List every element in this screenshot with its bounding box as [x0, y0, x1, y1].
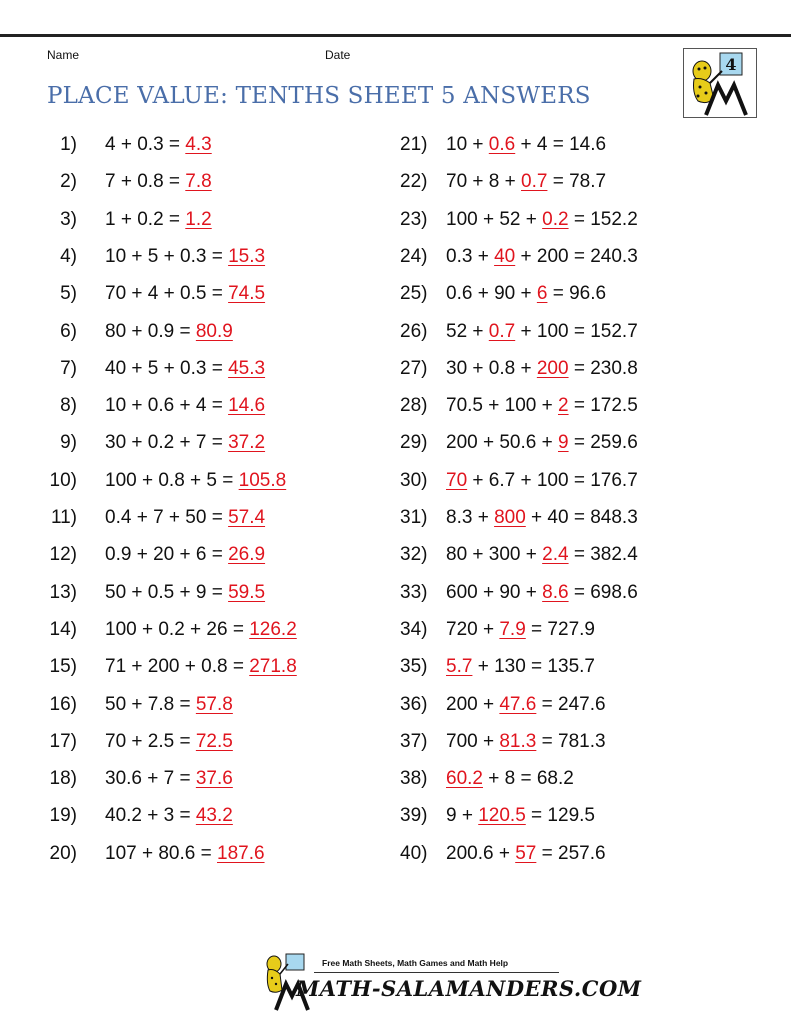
problem-row — [0, 167, 212, 197]
equation-text: = 129.5 — [525, 805, 595, 827]
page-title: PLACE VALUE: TENTHS SHEET 5 ANSWERS — [47, 83, 591, 109]
problem-equation — [105, 205, 212, 235]
problem-row — [400, 839, 606, 869]
footer-brand: MATH-SALAMANDERS.COM — [296, 976, 642, 1001]
problem-number: 14) — [49, 618, 77, 640]
equation-text: 30 + 0.2 + 7 = — [105, 432, 229, 454]
problem-equation — [105, 354, 265, 384]
problem-number: 25) — [400, 283, 428, 305]
problem-number: 40) — [400, 842, 428, 864]
problem-row — [0, 205, 212, 235]
problem-number: 16) — [49, 693, 77, 715]
problem-row — [0, 354, 265, 384]
problem-row — [400, 727, 606, 757]
problem-equation — [446, 503, 638, 533]
equation-text: + 40 = 848.3 — [525, 507, 638, 528]
equation-text: 100 + 0.8 + 5 = — [105, 469, 239, 491]
equation-text: + 8 = 68.2 — [482, 768, 574, 790]
footer — [262, 950, 642, 1012]
equation-text: 100 + 0.2 + 26 = — [105, 618, 250, 640]
equation-text: 200 + 50.6 + — [446, 432, 558, 454]
equation-text: = 78.7 — [547, 171, 607, 193]
answer-value: 7.8 — [185, 171, 212, 193]
problem-equation — [446, 540, 638, 570]
problem-equation — [105, 578, 265, 608]
equation-text: 0.9 + 20 + 6 = — [105, 544, 229, 566]
problem-row — [0, 727, 233, 757]
problem-row — [400, 578, 638, 608]
problem-row — [0, 503, 265, 533]
problem-equation — [446, 354, 638, 384]
equation-text: 30 + 0.8 + — [446, 357, 537, 379]
problem-equation — [446, 578, 638, 608]
problem-number: 33) — [400, 581, 428, 603]
problem-equation — [105, 279, 265, 309]
grade-badge — [683, 48, 757, 118]
problem-number: 12) — [49, 544, 77, 566]
problem-equation — [446, 428, 638, 458]
equation-text: 80 + 0.9 = — [105, 320, 196, 342]
answer-value: 74.5 — [228, 283, 266, 305]
answer-value: 2.4 — [542, 544, 569, 566]
answer-value: 7.9 — [499, 618, 526, 640]
equation-text: 100 + 52 + — [446, 208, 543, 230]
problem-row — [400, 205, 638, 235]
equation-text: 50 + 7.8 = — [105, 693, 196, 715]
problem-number: 17) — [49, 730, 77, 752]
problem-equation — [105, 242, 265, 272]
answer-value: 120.5 — [478, 805, 526, 827]
problem-row — [400, 652, 595, 682]
problem-number: 13) — [49, 581, 77, 603]
equation-text: + 6.7 + 100 = 176.7 — [467, 469, 638, 491]
equation-text: 10 + 0.6 + 4 = — [105, 395, 229, 417]
equation-text: 600 + 90 + — [446, 581, 543, 603]
problem-equation — [105, 317, 233, 347]
answer-value: 4.3 — [185, 134, 212, 155]
problem-equation — [105, 801, 233, 831]
problem-row — [400, 167, 606, 197]
problem-number: 8) — [60, 395, 77, 417]
equation-text: + 100 = 152.7 — [515, 320, 638, 342]
problem-equation — [105, 764, 233, 794]
problem-number: 4) — [60, 245, 77, 267]
problem-equation — [105, 652, 297, 682]
problem-number: 35) — [400, 656, 428, 678]
problem-number: 3) — [60, 208, 77, 230]
equation-text: 70.5 + 100 + — [446, 395, 558, 417]
equation-text: 9 + — [446, 805, 479, 827]
problem-number: 11) — [50, 507, 77, 528]
problem-equation — [105, 540, 265, 570]
problem-number: 18) — [49, 768, 77, 790]
problem-number: 7) — [60, 357, 77, 379]
answer-value: 8.6 — [542, 581, 569, 603]
problem-number: 19) — [49, 805, 77, 827]
problem-number: 30) — [400, 469, 428, 491]
problem-equation — [446, 652, 595, 682]
equation-text: = 172.5 — [568, 395, 638, 417]
answer-value: 26.9 — [228, 544, 266, 566]
problem-row — [0, 540, 265, 570]
answer-value: 6 — [536, 283, 548, 305]
equation-text: 10 + 5 + 0.3 = — [105, 245, 229, 267]
footer-divider — [314, 972, 559, 973]
problem-row — [0, 690, 233, 720]
problem-row — [400, 615, 595, 645]
answer-value: 200 — [536, 357, 569, 379]
problem-number: 28) — [400, 395, 428, 417]
problem-equation — [446, 130, 606, 160]
answer-value: 0.2 — [542, 208, 569, 230]
equation-text: 80 + 300 + — [446, 544, 543, 566]
problem-number: 22) — [400, 171, 428, 193]
answer-value: 15.3 — [228, 245, 266, 267]
problem-number: 24) — [400, 245, 428, 267]
equation-text: 70 + 4 + 0.5 = — [105, 283, 229, 305]
answer-value: 80.9 — [195, 320, 233, 342]
problem-number: 2) — [60, 171, 77, 193]
equation-text: 0.4 + 7 + 50 = — [105, 507, 229, 528]
problem-equation — [446, 801, 595, 831]
equation-text: = 247.6 — [536, 693, 606, 715]
problem-number: 15) — [49, 656, 77, 678]
answer-value: 9 — [558, 432, 569, 454]
problem-equation — [446, 317, 638, 347]
equation-text: 200 + — [446, 693, 500, 715]
answer-value: 800 — [494, 507, 526, 528]
answer-value: 57 — [515, 842, 537, 864]
equation-text: = 727.9 — [525, 618, 595, 640]
problem-row — [400, 764, 574, 794]
equation-text: = 382.4 — [568, 544, 638, 566]
problem-row — [0, 317, 233, 347]
equation-text: 4 + 0.3 = — [105, 134, 186, 155]
answer-value: 47.6 — [499, 693, 537, 715]
equation-text: + 200 = 240.3 — [515, 245, 638, 267]
answer-value: 81.3 — [499, 730, 537, 752]
problem-equation — [446, 391, 638, 421]
equation-text: 71 + 200 + 0.8 = — [105, 656, 250, 678]
footer-tagline: Free Math Sheets, Math Games and Math Help — [322, 958, 509, 968]
problem-row — [0, 428, 265, 458]
answer-value: 40 — [494, 245, 516, 267]
problem-equation — [105, 391, 265, 421]
problem-row — [400, 130, 606, 160]
equation-text: = 152.2 — [568, 208, 638, 230]
date-label: Date — [325, 48, 351, 62]
equation-text: = 230.8 — [568, 357, 638, 379]
problem-row — [400, 690, 606, 720]
equation-text: 700 + — [446, 730, 500, 752]
equation-text: 107 + 80.6 = — [105, 842, 217, 864]
answer-value: 1.2 — [185, 208, 212, 230]
equation-text: + 130 = 135.7 — [472, 656, 595, 678]
answer-value: 187.6 — [217, 842, 265, 864]
equation-text: 40.2 + 3 = — [105, 805, 196, 827]
answer-value: 72.5 — [195, 730, 233, 752]
problem-row — [400, 466, 638, 496]
problem-number: 34) — [400, 618, 428, 640]
problem-equation — [446, 727, 606, 757]
answer-value: 45.3 — [228, 357, 266, 379]
problem-row — [400, 354, 638, 384]
problem-number: 29) — [400, 432, 428, 454]
problem-row — [0, 764, 233, 794]
problem-row — [0, 839, 265, 869]
equation-text: 40 + 5 + 0.3 = — [105, 357, 229, 379]
answer-value: 60.2 — [446, 768, 483, 790]
problem-list — [0, 130, 791, 870]
salamander-grade-icon — [684, 49, 756, 117]
answer-value: 37.6 — [195, 768, 233, 790]
problem-equation — [105, 428, 265, 458]
equation-text: = 781.3 — [536, 730, 606, 752]
problem-row — [0, 652, 297, 682]
problem-equation — [446, 615, 595, 645]
problem-row — [0, 801, 233, 831]
problem-row — [0, 130, 212, 160]
answer-value: 14.6 — [228, 395, 266, 417]
answer-value: 271.8 — [249, 656, 297, 678]
problem-number: 38) — [400, 768, 428, 790]
problem-number: 27) — [400, 357, 428, 379]
equation-text: 720 + — [446, 618, 500, 640]
problem-row — [0, 578, 265, 608]
problem-equation — [105, 167, 212, 197]
problem-equation — [105, 130, 212, 160]
equation-text: 0.6 + 90 + — [446, 283, 537, 305]
equation-text: 0.3 + — [446, 245, 495, 267]
problem-number: 31) — [400, 507, 428, 528]
problem-equation — [446, 242, 638, 272]
problem-equation — [446, 839, 606, 869]
equation-text: = 259.6 — [568, 432, 638, 454]
problem-number: 39) — [400, 805, 428, 827]
problem-equation — [105, 503, 265, 533]
equation-text: 30.6 + 7 = — [105, 768, 196, 790]
problem-row — [400, 279, 606, 309]
name-label: Name — [47, 48, 80, 62]
equation-text: 52 + — [446, 320, 489, 342]
problem-number: 36) — [400, 693, 428, 715]
answer-value: 43.2 — [195, 805, 233, 827]
problem-equation — [105, 690, 233, 720]
problem-row — [400, 428, 638, 458]
problem-row — [400, 391, 638, 421]
answer-value: 37.2 — [228, 432, 266, 454]
problem-number: 20) — [49, 842, 77, 864]
problem-number: 32) — [400, 544, 428, 566]
equation-text: = 698.6 — [568, 581, 638, 603]
answer-value: 126.2 — [249, 618, 297, 640]
problem-equation — [446, 205, 638, 235]
problem-number: 21) — [400, 134, 428, 155]
top-rule — [0, 34, 791, 37]
problem-row — [0, 242, 265, 272]
problem-row — [0, 391, 265, 421]
problem-equation — [446, 466, 638, 496]
answer-value: 57.4 — [228, 507, 266, 528]
problem-number: 6) — [60, 320, 77, 342]
problem-equation — [446, 764, 574, 794]
problem-row — [400, 540, 638, 570]
problem-row — [0, 279, 265, 309]
problem-equation — [446, 279, 606, 309]
problem-equation — [446, 690, 606, 720]
problem-row — [400, 317, 638, 347]
answer-value: 0.7 — [521, 171, 548, 193]
equation-text: 50 + 0.5 + 9 = — [105, 581, 229, 603]
problem-number: 23) — [400, 208, 428, 230]
problem-row — [400, 801, 595, 831]
problem-number: 5) — [60, 283, 77, 305]
equation-text: 10 + — [446, 134, 489, 155]
badge-number: 4 — [725, 55, 737, 74]
answer-value: 70 — [446, 469, 468, 491]
equation-text: = 257.6 — [536, 842, 606, 864]
problem-equation — [446, 167, 606, 197]
problem-row — [400, 242, 638, 272]
equation-text: 70 + 2.5 = — [105, 730, 196, 752]
problem-row — [0, 615, 297, 645]
problem-number: 26) — [400, 320, 428, 342]
problem-number: 37) — [400, 730, 428, 752]
equation-text: 200.6 + — [446, 842, 516, 864]
equation-text: = 96.6 — [547, 283, 607, 305]
problem-equation — [105, 727, 233, 757]
equation-text: 7 + 0.8 = — [105, 171, 186, 193]
problem-equation — [105, 839, 265, 869]
problem-equation — [105, 466, 286, 496]
equation-text: + 4 = 14.6 — [515, 134, 607, 155]
answer-value: 57.8 — [195, 693, 233, 715]
answer-value: 2 — [558, 395, 569, 417]
problem-row — [0, 466, 286, 496]
equation-text: 70 + 8 + — [446, 171, 522, 193]
answer-value: 59.5 — [228, 581, 266, 603]
problem-number: 9) — [60, 432, 77, 454]
equation-text: 8.3 + — [446, 507, 495, 528]
problem-number: 10) — [49, 469, 77, 491]
problem-row — [400, 503, 638, 533]
equation-text: 1 + 0.2 = — [105, 208, 186, 230]
answer-value: 0.6 — [488, 134, 516, 155]
answer-value: 5.7 — [446, 656, 473, 678]
answer-value: 105.8 — [238, 469, 287, 491]
problem-equation — [105, 615, 297, 645]
problem-number: 1) — [60, 134, 77, 155]
answer-value: 0.7 — [488, 320, 516, 342]
